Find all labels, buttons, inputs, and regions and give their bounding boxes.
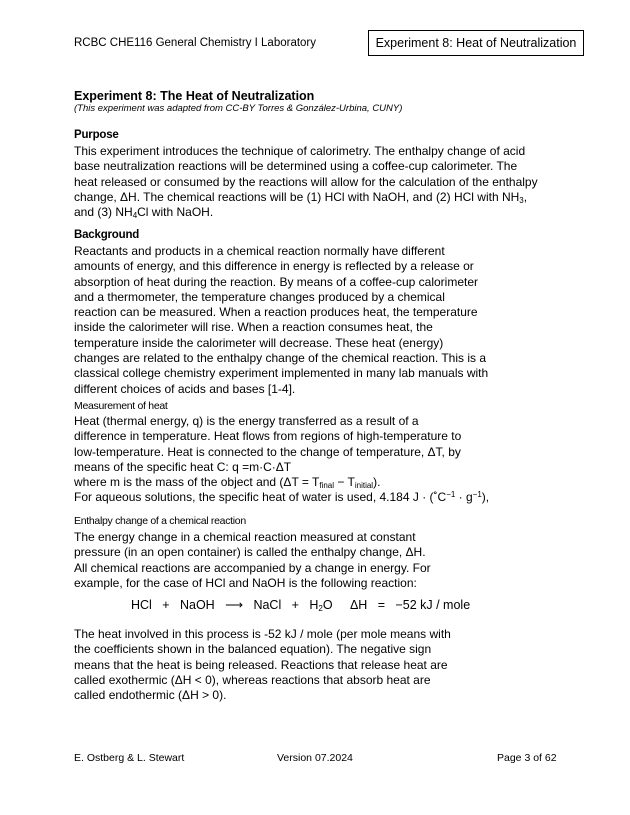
equation-text: O ΔH = −52 kJ / mole [322, 598, 471, 612]
measurement-line [74, 475, 574, 490]
background-line: amounts of energy, and this difference in energy is reflected by a release or [74, 259, 474, 274]
footer-version: Version 07.2024 [277, 752, 353, 764]
measurement-text: where m is the mass of the object and (ΔT = T [74, 475, 320, 490]
measurement-paragraph [74, 414, 574, 506]
measurement-text: − T [334, 475, 355, 490]
purpose-text: and (3) NH [74, 205, 133, 220]
enthalpy-line: pressure (in an open container) is called the enthalpy change, ΔH. [74, 545, 426, 560]
superscript: −1 [446, 490, 456, 500]
subscript: initial [354, 481, 374, 491]
enthalpy-heading: Enthalpy change of a chemical reaction [74, 515, 246, 527]
conclusion-line: The heat involved in this process is -52 kJ / mole (per mole means with [74, 627, 451, 641]
page-title: Experiment 8: The Heat of Neutralization [74, 89, 315, 103]
subscript: 2 [318, 604, 323, 613]
enthalpy-line: example, for the case of HCl and NaOH is the following reaction: [74, 575, 417, 590]
conclusion-line: called exothermic (ΔH < 0), whereas reactions that absorb heat are [74, 672, 431, 687]
measurement-text: For aqueous solutions, the specific heat of water is used, 4.184 J · (˚C [74, 490, 447, 505]
purpose-line [74, 190, 574, 205]
header-experiment-box: Experiment 8: Heat of Neutralization [368, 30, 584, 56]
measurement-line: Heat (thermal energy, q) is the energy transferred as a result of a [74, 414, 419, 428]
conclusion-line: means that the heat is being released. Reactions that release heat are [74, 657, 448, 672]
footer-page-number: Page 3 of 62 [497, 752, 557, 764]
background-line: and a thermometer, the temperature changes produced by a chemical [74, 289, 445, 304]
conclusion-paragraph [74, 627, 574, 703]
background-line: different choices of acids and bases [1-4]. [74, 381, 296, 396]
equation-text: HCl + NaOH ⟶ NaCl + H [131, 598, 319, 612]
purpose-text: , [523, 189, 528, 204]
background-line: inside the calorimeter will rise. When a reaction consumes heat, the [74, 320, 433, 335]
measurement-text: ). [373, 475, 381, 490]
enthalpy-line: All chemical reactions are accompanied by a change in energy. For [74, 560, 431, 575]
measurement-heading: Measurement of heat [74, 400, 168, 412]
purpose-line [74, 205, 574, 220]
purpose-text: change, ΔH. The chemical reactions will be (1) HCl with NaOH, and (2) HCl with NH [74, 189, 520, 204]
measurement-text: · g [455, 490, 473, 505]
purpose-heading: Purpose [74, 129, 119, 141]
subscript: final [319, 481, 335, 491]
measurement-line: low-temperature. Heat is connected to the change of temperature, ΔT, by [74, 444, 461, 459]
purpose-text: Cl with NaOH. [137, 205, 214, 220]
purpose-line: base neutralization reactions will be determined using a coffee-cup calorimeter. The [74, 159, 518, 174]
reaction-equation [131, 597, 470, 612]
footer-authors: E. Ostberg & L. Stewart [74, 752, 185, 764]
background-heading: Background [74, 229, 140, 241]
purpose-paragraph [74, 144, 574, 220]
purpose-line: This experiment introduces the technique of calorimetry. The enthalpy change of acid [74, 144, 526, 158]
enthalpy-paragraph [74, 530, 574, 591]
purpose-line: heat released or consumed by the reactions will allow for the calculation of the enthalpy [74, 174, 538, 189]
superscript: −1 [472, 490, 482, 500]
measurement-line: difference in temperature. Heat flows from regions of high-temperature to [74, 429, 462, 444]
background-line: changes are related to the enthalpy change of the chemical reaction. This is a [74, 351, 487, 366]
background-line: classical college chemistry experiment implemented in many lab manuals with [74, 366, 489, 381]
page-subtitle: (This experiment was adapted from CC-BY Torres & González-Urbina, CUNY) [74, 103, 403, 114]
background-line: temperature inside the calorimeter will decrease. These heat (energy) [74, 335, 444, 350]
conclusion-line: the coefficients shown in the balanced equation). The negative sign [74, 642, 432, 657]
header-course: RCBC CHE116 General Chemistry I Laboratory [74, 37, 317, 49]
background-line: absorption of heat during the reaction. By means of a coffee-cup calorimeter [74, 274, 479, 289]
subscript: 4 [132, 211, 138, 221]
measurement-line: means of the specific heat C: q =m·C·ΔT [74, 459, 292, 474]
background-line: reaction can be measured. When a reaction produces heat, the temperature [74, 305, 478, 320]
background-paragraph [74, 244, 574, 397]
measurement-line [74, 490, 574, 505]
conclusion-line: called endothermic (ΔH > 0). [74, 688, 227, 703]
subscript: 3 [519, 195, 524, 205]
measurement-text: ), [481, 490, 490, 505]
enthalpy-line: The energy change in a chemical reaction measured at constant [74, 530, 416, 544]
background-line: Reactants and products in a chemical reaction normally have different [74, 244, 445, 258]
